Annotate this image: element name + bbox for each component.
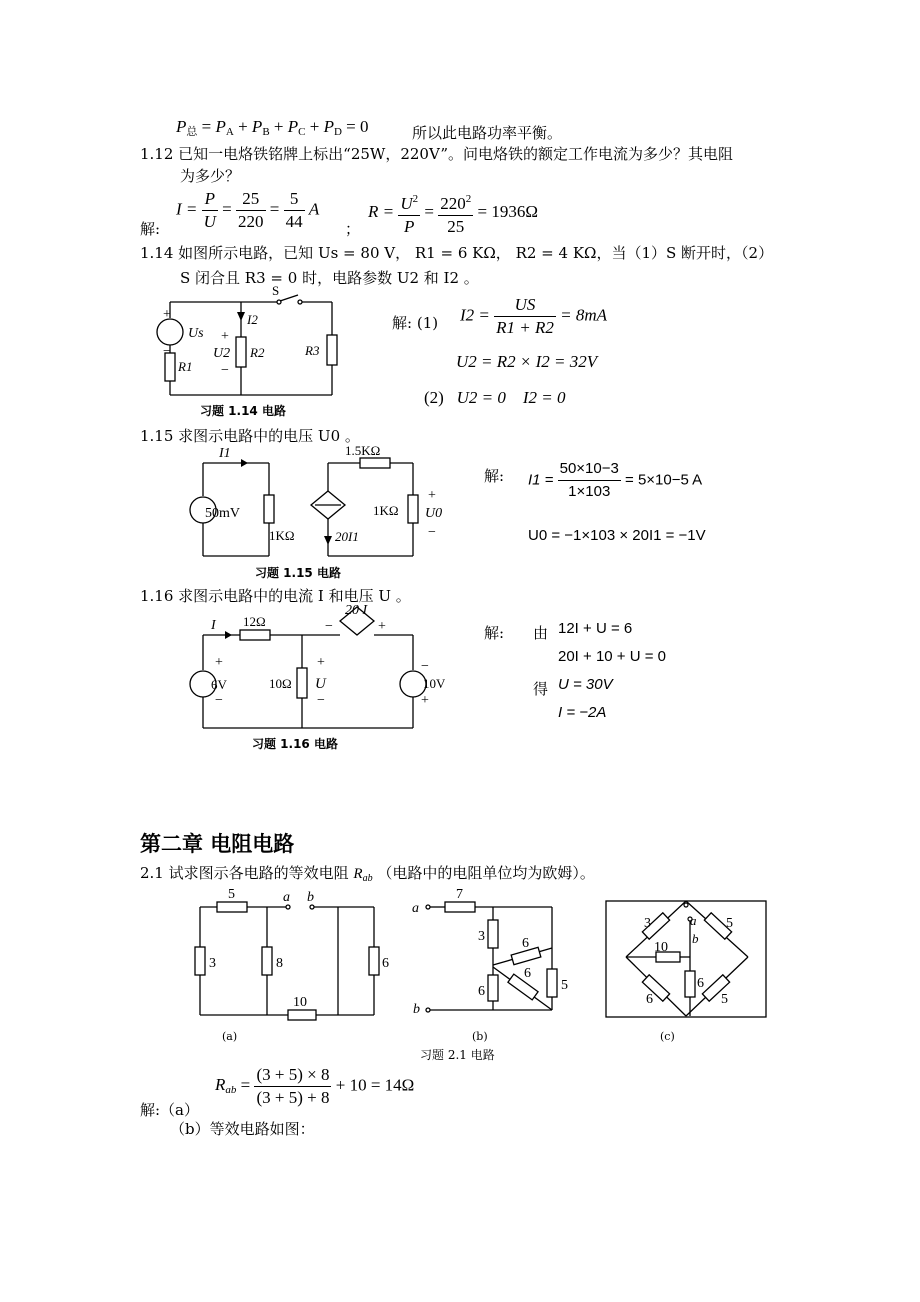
question-1-14-line2: S 闭合且 R3 = 0 时，电路参数 U2 和 I2 。 [180, 269, 479, 287]
answer-1-16-eq1: 12I + U = 6 [558, 620, 633, 637]
answer-1-15-eq2: U0 = −1×103 × 20I1 = −1V [528, 527, 706, 544]
answer-1-16-eq2: 20I + 10 + U = 0 [558, 648, 666, 665]
answer-1-16-eq4: I = −2A [558, 704, 607, 721]
svg-text:−: − [215, 693, 223, 708]
svg-text:10: 10 [293, 995, 307, 1010]
circuit-1-14 [155, 285, 350, 410]
answer-1-14-eq2: U2 = R2 × I2 = 32V [456, 352, 598, 371]
question-1-14-line1: 1.14 如图所示电路，已知 Us = 80 V， R1 = 6 KΩ， R2 = 4 KΩ，当（1）S 断开时，（2） [140, 244, 774, 262]
separator-semicolon: ； [345, 220, 361, 238]
svg-text:50mV: 50mV [205, 506, 240, 521]
svg-text:1KΩ: 1KΩ [269, 528, 295, 543]
svg-text:5: 5 [561, 978, 568, 993]
answer-label-1-15: 解: [484, 467, 505, 485]
caption-1-15: 习题 1.15 电路 [255, 566, 341, 580]
svg-text:3: 3 [209, 956, 216, 971]
svg-text:R2: R2 [250, 345, 265, 360]
caption-1-14: 习题 1.14 电路 [200, 404, 286, 418]
svg-text:10: 10 [654, 940, 668, 955]
svg-text:+: + [163, 307, 171, 322]
svg-text:3: 3 [478, 929, 485, 944]
svg-text:−: − [325, 619, 333, 634]
resistance-equation-1-12: R = $\frac{U^2}{P}$ = $\frac{220^2}{25}$ = 1936Ω [368, 188, 538, 238]
question-1-12-line2: 为多少？ [180, 167, 241, 185]
svg-text:20 I: 20 I [345, 603, 368, 618]
svg-text:8: 8 [276, 956, 283, 971]
sub-caption-a: (a) [222, 1030, 238, 1043]
circuit-1-15 [185, 440, 445, 580]
svg-text:5: 5 [228, 887, 235, 902]
svg-text:R1: R1 [178, 359, 193, 374]
answer-label-1-14: 解: (1) [392, 314, 439, 332]
question-1-16: 1.16 求图示电路中的电流 I 和电压 U 。 [140, 587, 411, 605]
question-1-15: 1.15 求图示电路中的电压 U0 。 [140, 427, 360, 445]
svg-text:+: + [428, 488, 436, 503]
svg-text:+: + [421, 693, 429, 708]
answer-2-1-part-b: （b）等效电路如图： [170, 1120, 315, 1138]
circuit-2-1-b [410, 885, 580, 1020]
svg-text:1KΩ: 1KΩ [373, 503, 399, 518]
svg-text:U0: U0 [425, 506, 443, 521]
question-1-12-line1: 1.12 已知一电烙铁铭牌上标出“25W，220V”。问电烙铁的额定工作电流为多少？其电阻 [140, 145, 734, 163]
svg-text:I: I [211, 618, 216, 633]
svg-text:6: 6 [522, 936, 529, 951]
svg-text:b: b [307, 890, 314, 905]
svg-text:+: + [317, 655, 325, 670]
svg-text:−: − [221, 363, 229, 378]
answer-1-16-get: 得 [533, 680, 549, 698]
svg-text:6: 6 [478, 984, 485, 999]
svg-text:6: 6 [646, 992, 653, 1007]
caption-1-16: 习题 1.16 电路 [252, 737, 338, 751]
svg-text:1.5KΩ: 1.5KΩ [345, 443, 381, 458]
svg-text:−: − [421, 659, 429, 674]
svg-text:R3: R3 [305, 343, 320, 358]
answer-1-14-part2: (2) U2 = 0 I2 = 0 [424, 388, 566, 407]
svg-text:Us: Us [188, 326, 204, 341]
svg-text:a: a [690, 913, 697, 928]
svg-text:6: 6 [382, 956, 389, 971]
svg-text:+: + [215, 655, 223, 670]
svg-text:I2: I2 [247, 312, 258, 327]
svg-text:3: 3 [644, 916, 651, 931]
svg-text:a: a [283, 890, 290, 905]
sub-caption-c: (c) [660, 1030, 675, 1043]
svg-text:b: b [692, 931, 699, 946]
answer-label-1-12: 解: [140, 220, 161, 238]
svg-text:+: + [221, 329, 229, 344]
svg-text:5: 5 [721, 992, 728, 1007]
svg-text:−: − [163, 344, 171, 359]
svg-text:6: 6 [697, 976, 704, 991]
svg-text:6: 6 [524, 966, 531, 981]
svg-text:+: + [378, 619, 386, 634]
svg-text:12Ω: 12Ω [243, 614, 266, 629]
svg-text:I1: I1 [219, 446, 231, 461]
balance-note: 所以此电路功率平衡。 [412, 124, 563, 142]
circuit-2-1-c [598, 895, 778, 1023]
svg-text:7: 7 [456, 887, 463, 902]
svg-text:−: − [317, 693, 325, 708]
svg-text:a: a [412, 901, 419, 916]
answer-1-16-by: 由 [533, 624, 549, 642]
svg-text:6V: 6V [211, 677, 227, 692]
svg-text:5: 5 [726, 916, 733, 931]
svg-text:U: U [315, 676, 326, 692]
answer-label-1-16: 解: [484, 624, 505, 642]
question-2-1: 2.1 试求图示各电路的等效电阻 $R_{ab}$ （电路中的电阻单位均为欧姆）。 [140, 864, 595, 884]
switch-label: S [272, 285, 280, 298]
circuit-1-16 [185, 600, 445, 732]
answer-label-2-1: 解:（a） [140, 1101, 199, 1119]
svg-text:10V: 10V [423, 676, 445, 691]
answer-2-1-eq: $R_{ab}$ = $\frac{(3 + 5) \times 8}{(3 + 5) + 8}$ + 10 = 14Ω [215, 1065, 415, 1107]
svg-text:U2: U2 [213, 346, 231, 361]
power-balance-equation: $P_总$ = PA + PB + PC + PD = 0 [176, 117, 369, 138]
caption-2-1: 习题 2.1 电路 [420, 1048, 495, 1062]
chapter-title: 第二章 电阻电路 [140, 832, 295, 856]
total-subscript: 总 [186, 126, 198, 138]
svg-text:20I1: 20I1 [335, 529, 359, 544]
svg-text:b: b [413, 1002, 420, 1017]
answer-1-15-eq1: I1 = $\frac{50\times 10-3}{1\times 103}$ = 5×10−5 A [528, 460, 703, 500]
answer-1-16-eq3: U = 30V [558, 676, 613, 693]
sub-caption-b: (b) [472, 1030, 488, 1043]
svg-text:10Ω: 10Ω [269, 676, 292, 691]
svg-text:−: − [428, 525, 436, 540]
answer-1-14-eq1: I2 = $\frac{US}{R1 + R2}$ = 8mA [460, 295, 608, 337]
current-equation-1-12: I = $\frac{P}{U}$ = $\frac{25}{220}$ = $\frac{5}{44}$ A [176, 189, 320, 231]
circuit-2-1-a [190, 885, 390, 1025]
